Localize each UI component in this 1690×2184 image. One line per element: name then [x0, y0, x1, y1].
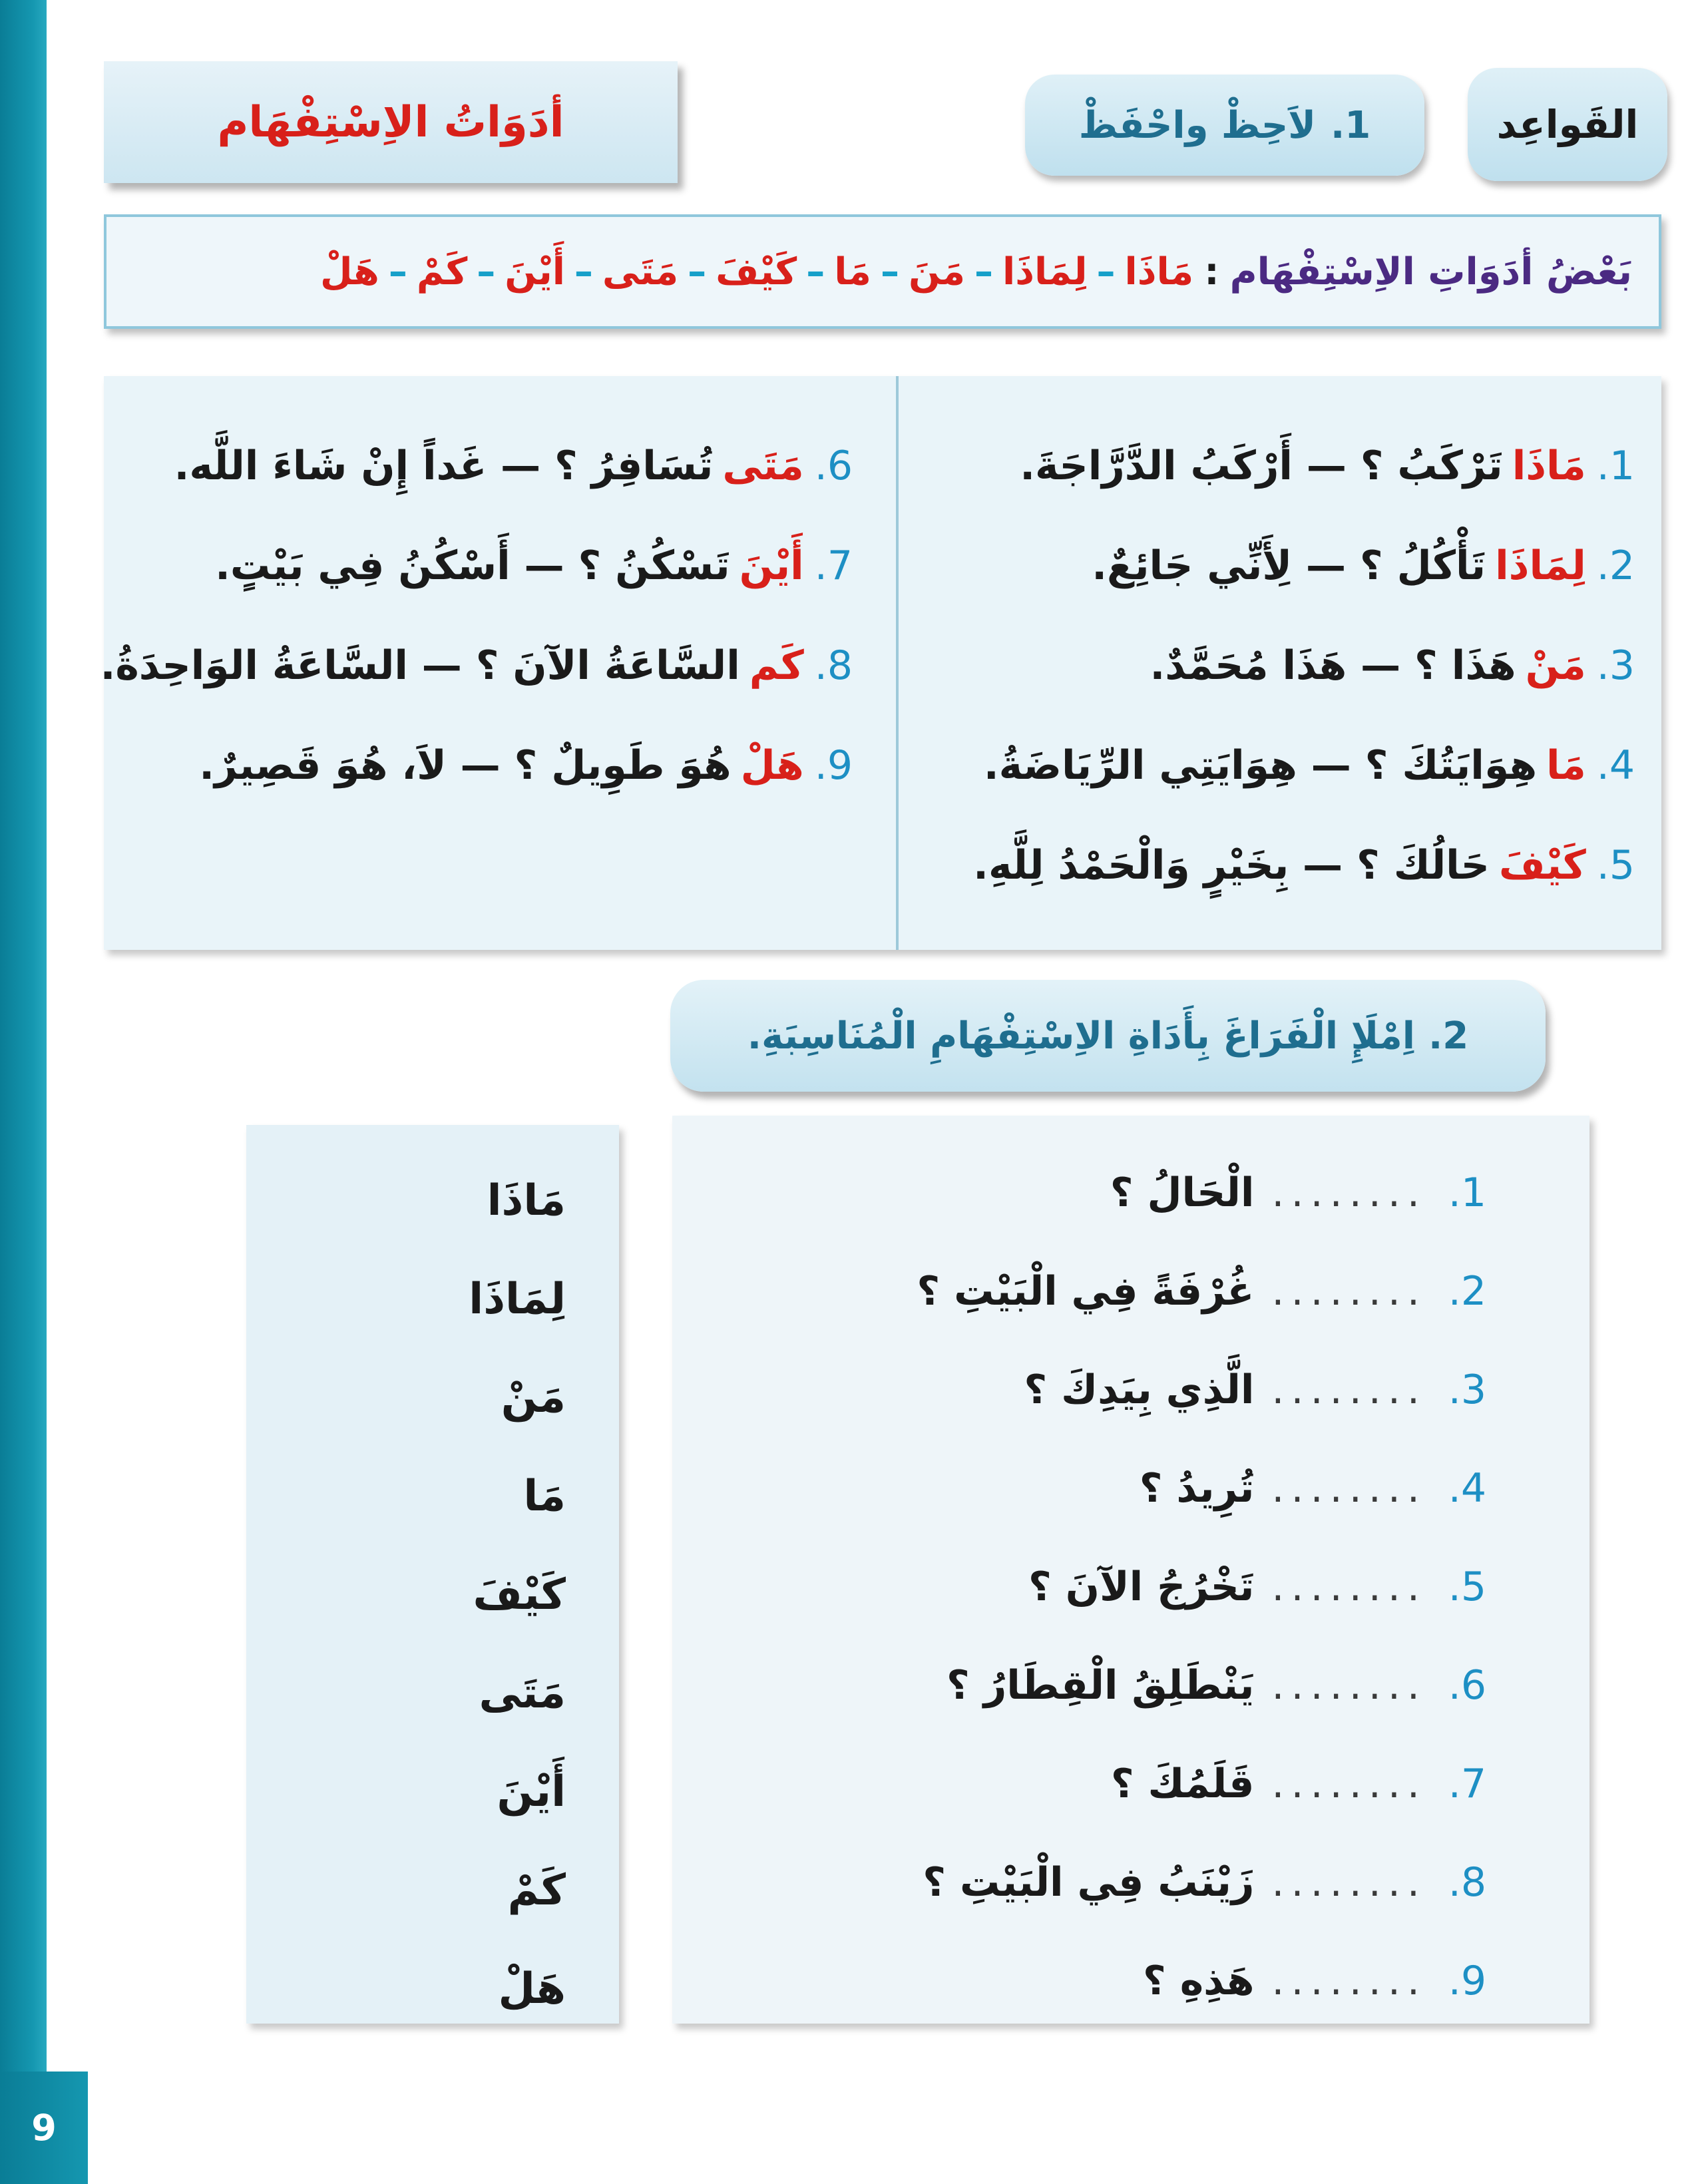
tool-separator: – — [806, 250, 825, 294]
fill-in-item — [688, 1932, 1486, 2030]
blank-dots[interactable]: ........ — [1271, 1367, 1426, 1413]
blank-dots[interactable]: ........ — [1271, 1859, 1426, 1906]
tool-separator: – — [880, 250, 899, 294]
fill-in-text: تُرِيدُ ؟ — [1139, 1465, 1255, 1512]
tool-word: مَنَ — [908, 250, 966, 294]
example-question-word: مَنْ — [1525, 642, 1586, 689]
fill-in-text: زَيْنَبُ فِي الْبَيْتِ ؟ — [923, 1859, 1255, 1906]
example-number: 7. — [814, 543, 853, 589]
word-bank-item: كَمْ — [507, 1866, 566, 1915]
tool-word: كَيْفَ — [716, 250, 797, 294]
word-bank-box — [246, 1125, 619, 2024]
example-question-word: أَيْنَ — [739, 543, 804, 589]
example-text: هُوَ طَوِيلٌ ؟ — لاَ، هُوَ قَصِيرٌ. — [199, 742, 732, 789]
word-bank-item: كَيْفَ — [473, 1570, 566, 1620]
example-number: 2. — [1596, 543, 1635, 589]
fill-in-number: 2. — [1448, 1268, 1486, 1315]
page-title: أدَوَاتُ الاِسْتِفْهَام — [217, 97, 564, 147]
blank-dots[interactable]: ........ — [1271, 1170, 1426, 1216]
example-line — [916, 416, 1635, 516]
tool-separator: – — [477, 250, 496, 294]
example-line — [916, 716, 1635, 815]
examples-left-column — [100, 416, 853, 815]
example-text: تُسَافِرُ ؟ — غَداً إِنْ شَاءَ اللَّه. — [174, 443, 714, 489]
page-title-box — [104, 61, 678, 183]
tool-separator: – — [574, 250, 593, 294]
example-number: 3. — [1596, 642, 1635, 689]
example-line — [127, 516, 853, 616]
example-question-word: كَيْفَ — [1498, 842, 1586, 889]
exercise-title: اِمْلَإِ الْفَرَاغَ بِأَدَاةِ الاِسْتِفْهَامِ الْمُنَاسِبَةِ. — [747, 1014, 1415, 1058]
example-question-word: مَتَى — [722, 443, 804, 489]
fill-in-text: قَلَمُكَ ؟ — [1110, 1761, 1255, 1807]
tool-word: هَلْ — [320, 250, 379, 294]
tool-word: كَمْ — [416, 250, 468, 294]
example-question-word: كَم — [749, 642, 804, 689]
example-line — [127, 416, 853, 516]
fill-in-number: 6. — [1448, 1662, 1486, 1709]
fill-in-text: الْحَالُ ؟ — [1110, 1170, 1255, 1216]
tools-colon: : — [1204, 250, 1219, 294]
tool-separator: – — [688, 250, 707, 294]
fill-in-item — [688, 1636, 1486, 1735]
example-number: 5. — [1596, 842, 1635, 889]
examples-right-column — [916, 416, 1635, 915]
blank-dots[interactable]: ........ — [1271, 1761, 1426, 1807]
fill-in-item — [688, 1833, 1486, 1932]
word-bank-item: مَنْ — [501, 1373, 566, 1422]
grammar-label: القَواعِد — [1496, 102, 1639, 147]
fill-in-text: غُرْفَةً فِي الْبَيْتِ ؟ — [917, 1268, 1255, 1315]
fill-in-text: تَخْرُجُ الآنَ ؟ — [1028, 1564, 1255, 1610]
fill-in-number: 4. — [1448, 1465, 1486, 1512]
tool-word: أَيْنَ — [505, 250, 565, 294]
example-text: هَذَا ؟ — هَذَا مُحَمَّدٌ. — [1150, 642, 1516, 689]
tool-separator: – — [1096, 250, 1116, 294]
fill-in-number: 7. — [1448, 1761, 1486, 1807]
blank-dots[interactable]: ........ — [1271, 1465, 1426, 1512]
side-band — [0, 0, 47, 2184]
example-question-word: هَلْ — [740, 742, 804, 789]
example-number: 6. — [814, 443, 853, 489]
blank-dots[interactable]: ........ — [1271, 1564, 1426, 1610]
word-bank-item: مَا — [523, 1472, 566, 1521]
exercise-number: 2. — [1428, 1014, 1469, 1058]
example-question-word: مَاذَا — [1512, 443, 1586, 489]
example-number: 8. — [814, 642, 853, 689]
fill-in-box — [672, 1116, 1589, 2024]
grammar-label-pill — [1468, 68, 1667, 181]
section1-pill — [1025, 75, 1424, 176]
tool-word: مَتَى — [602, 250, 679, 294]
example-text: السَّاعَةُ الآنَ ؟ — السَّاعَةُ الوَاحِدَةُ. — [100, 642, 740, 689]
example-line — [100, 616, 853, 716]
blank-dots[interactable]: ........ — [1271, 1958, 1426, 2004]
fill-in-text: الَّذِي بِيَدِكَ ؟ — [1024, 1367, 1255, 1413]
fill-in-list — [688, 1144, 1486, 2030]
fill-in-item — [688, 1144, 1486, 1242]
fill-in-number: 5. — [1448, 1564, 1486, 1610]
fill-in-item — [688, 1538, 1486, 1636]
example-text: تَسْكُنُ ؟ — أَسْكُنُ فِي بَيْتٍ. — [215, 543, 730, 589]
fill-in-number: 9. — [1448, 1958, 1486, 2004]
tool-separator: – — [974, 250, 994, 294]
example-number: 4. — [1596, 742, 1635, 789]
fill-in-text: يَنْطَلِقُ الْقِطَارُ ؟ — [947, 1662, 1255, 1709]
example-line — [916, 616, 1635, 716]
example-number: 9. — [814, 742, 853, 789]
word-bank-item: مَاذَا — [487, 1176, 566, 1225]
word-bank-item: هَلْ — [498, 1964, 566, 2014]
fill-in-item — [688, 1341, 1486, 1439]
fill-in-item — [688, 1735, 1486, 1833]
examples-panel — [100, 376, 1661, 950]
example-line — [127, 716, 853, 815]
blank-dots[interactable]: ........ — [1271, 1268, 1426, 1315]
example-line — [916, 815, 1635, 915]
section1-number: 1. — [1330, 103, 1371, 147]
exercise-title-pill — [670, 980, 1546, 1092]
fill-in-item — [688, 1242, 1486, 1341]
tool-word: لِمَاذَا — [1002, 250, 1088, 294]
fill-in-item — [688, 1439, 1486, 1538]
example-text: تَأْكُلُ ؟ — لِأَنِّي جَائِعٌ. — [1092, 543, 1486, 589]
column-divider — [896, 376, 899, 950]
section1-label: لاَحِظْ واحْفَظْ — [1078, 103, 1316, 147]
page-number-box — [0, 2072, 88, 2184]
word-bank-list — [469, 1152, 566, 2038]
tool-separator: – — [388, 250, 407, 294]
word-bank-item: لِمَاذَا — [469, 1275, 566, 1324]
fill-in-number: 8. — [1448, 1859, 1486, 1906]
word-bank-item: أَيْنَ — [497, 1767, 566, 1817]
fill-in-text: هَذِهِ ؟ — [1143, 1958, 1255, 2004]
example-text: تَرْكَبُ ؟ — أَرْكَبُ الدَّرَّاجَةَ. — [1020, 443, 1503, 489]
fill-in-number: 1. — [1448, 1170, 1486, 1216]
tools-label: بَعْضُ أدَوَاتِ الاِسْتِفْهَام — [1229, 250, 1632, 294]
example-text: هِوَايَتُكَ ؟ — هِوَايَتِي الرِّيَاضَةُ. — [983, 742, 1538, 789]
example-question-word: لِمَاذَا — [1495, 543, 1586, 589]
example-line — [916, 516, 1635, 616]
example-question-word: مَا — [1546, 742, 1586, 789]
example-number: 1. — [1596, 443, 1635, 489]
blank-dots[interactable]: ........ — [1271, 1662, 1426, 1709]
page-number: 9 — [31, 2107, 57, 2149]
word-bank-item: مَتَى — [479, 1669, 566, 1718]
example-text: حَالُكَ ؟ — بِخَيْرٍ وَالْحَمْدُ لِلَّهِ. — [973, 842, 1490, 889]
tools-bar — [104, 214, 1661, 329]
fill-in-number: 3. — [1448, 1367, 1486, 1413]
tool-word: مَاذَا — [1124, 250, 1194, 294]
tool-word: مَا — [834, 250, 871, 294]
